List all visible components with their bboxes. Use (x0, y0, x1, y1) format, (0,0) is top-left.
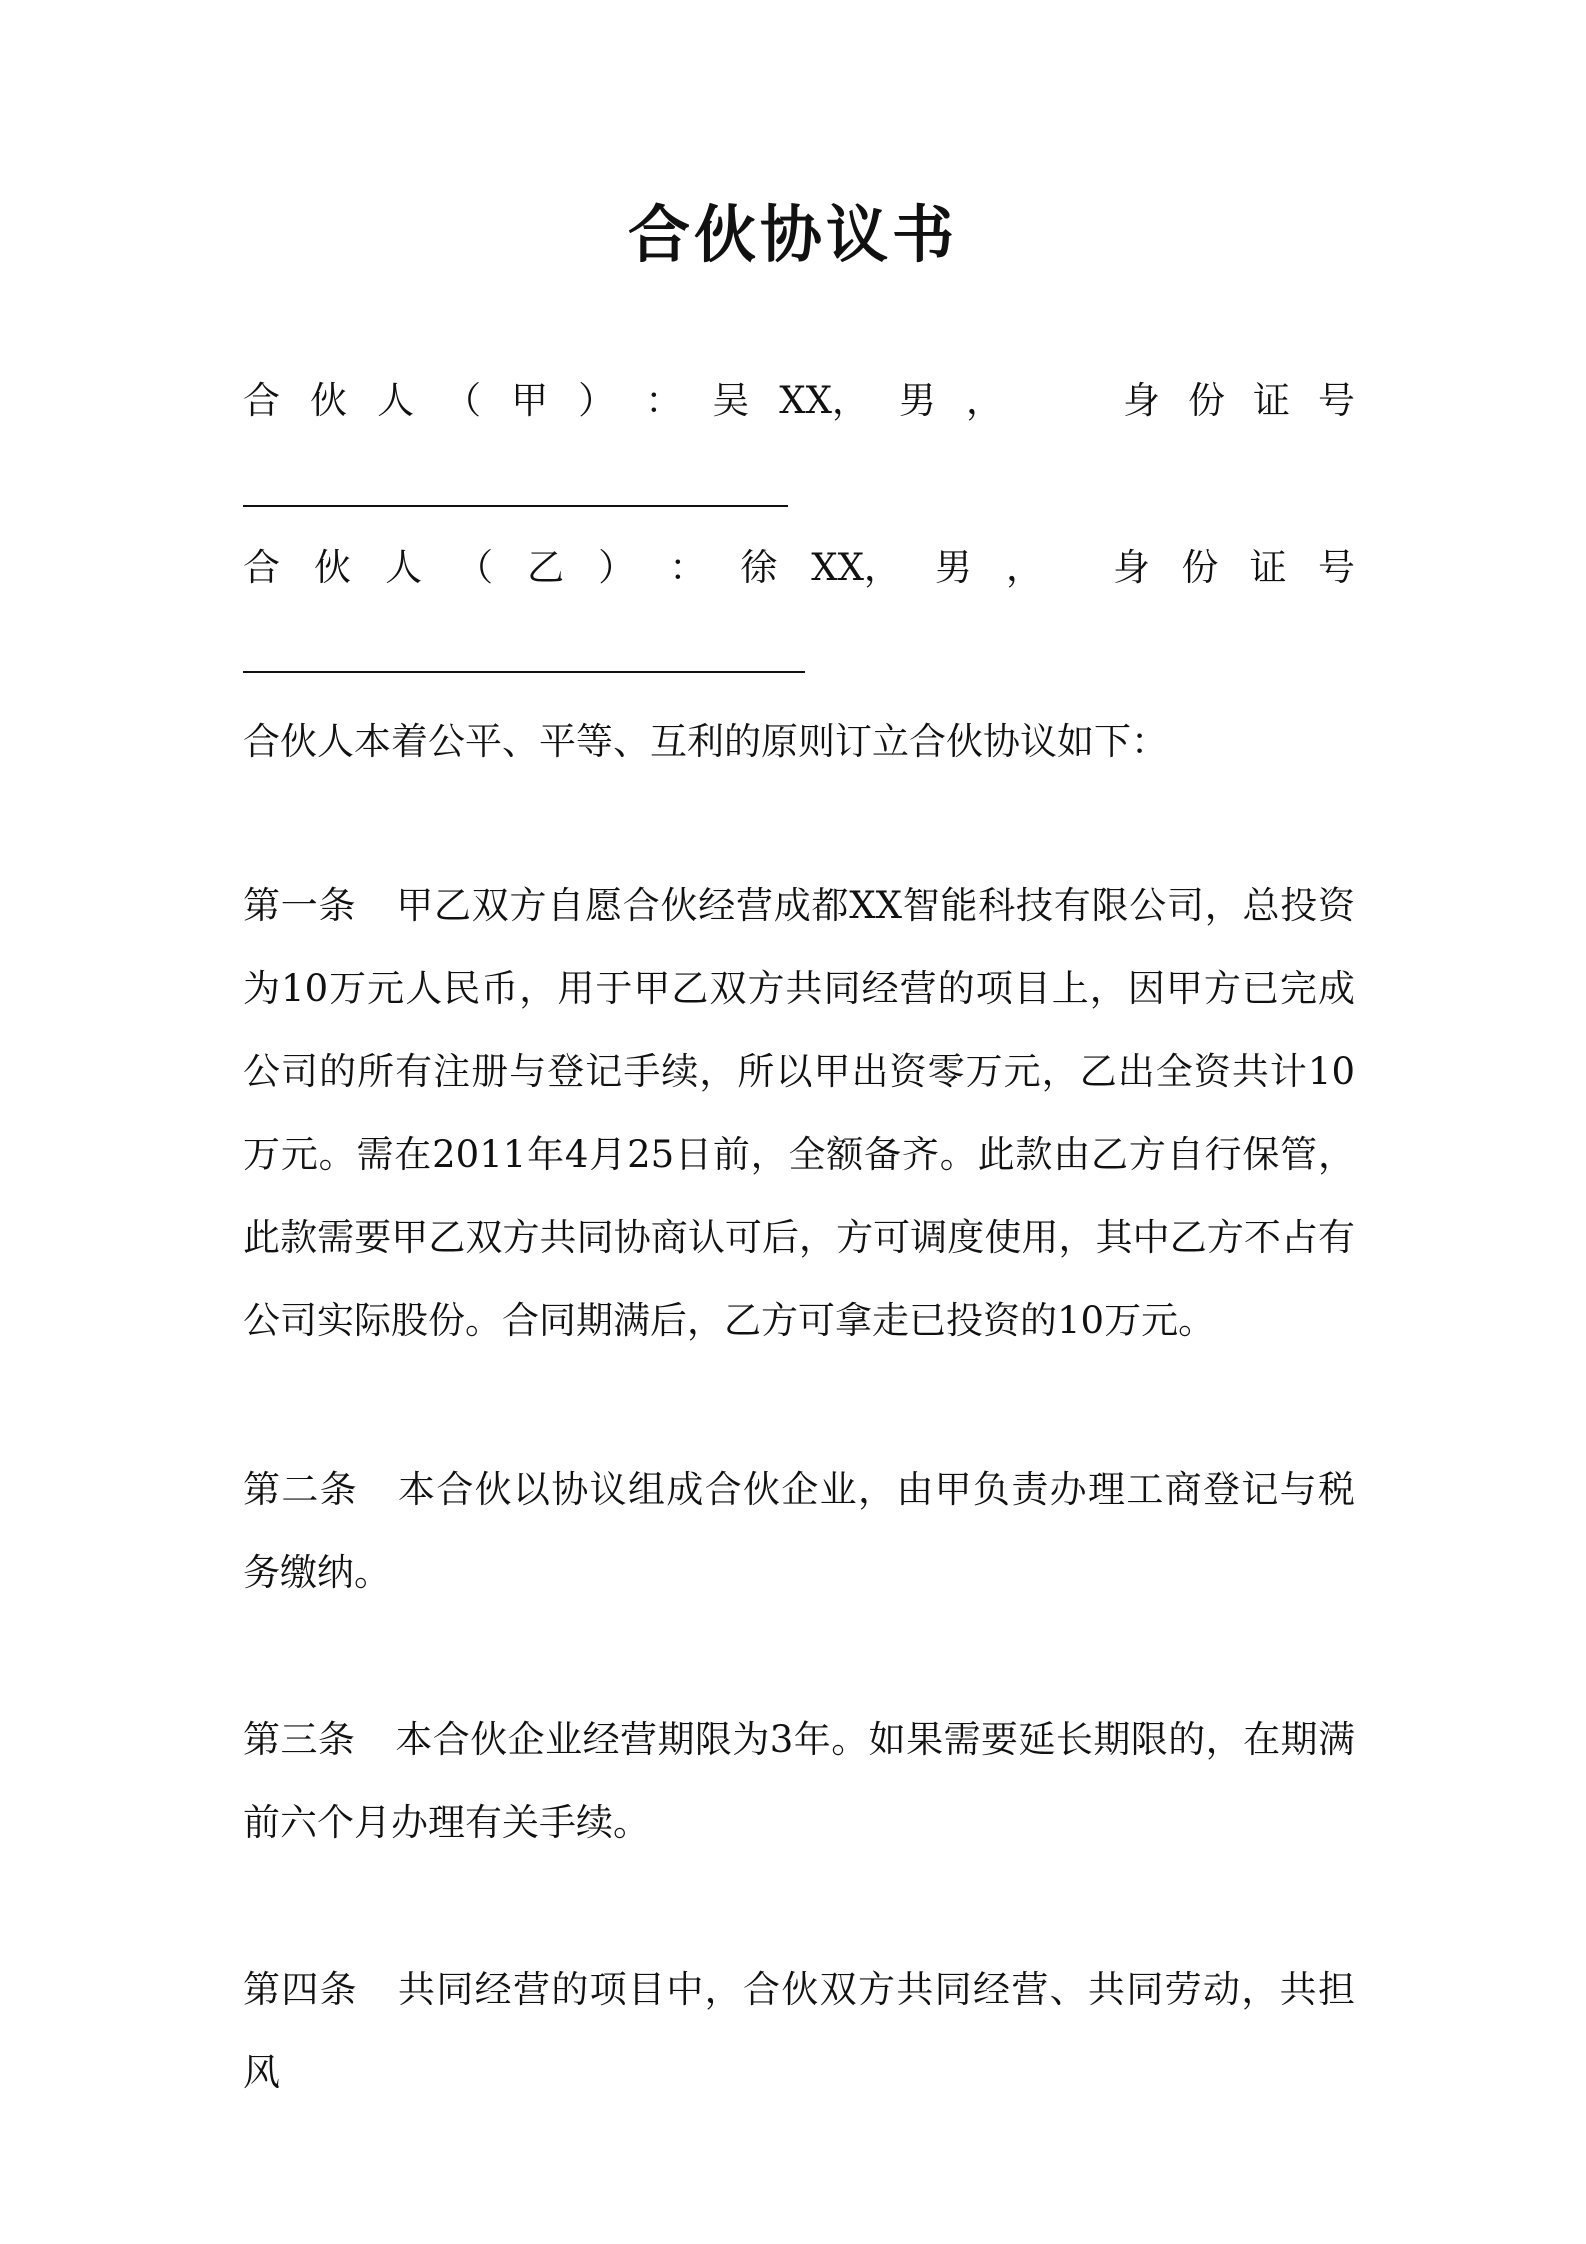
party-b-char: 伙 (314, 546, 352, 589)
party-b-id-blank (243, 671, 805, 673)
article-text: 本合伙以协议组成合伙企业，由甲负责办理工商登记与税务缴纳。 (243, 1468, 1355, 1594)
article-label: 第一条 (243, 884, 357, 927)
party-b-label (243, 542, 1043, 594)
party-b-id-label (1113, 542, 1355, 594)
party-a-char: 甲 (511, 379, 549, 422)
party-a-label (243, 375, 1003, 427)
party-b-id-char: 身 (1113, 546, 1150, 589)
party-b-char: 徐 (740, 546, 778, 589)
party-b-line (243, 542, 1355, 594)
party-a-id-char: 证 (1253, 379, 1290, 422)
party-b-char: ： (669, 546, 707, 589)
party-a-id-char: 份 (1188, 379, 1225, 422)
article-label: 第三条 (243, 1718, 356, 1761)
party-b-char: ， (1006, 546, 1043, 589)
article-text: 本合伙企业经营期限为3年。如果需要延长期限的，在期满前六个月办理有关手续。 (243, 1718, 1356, 1844)
party-a-id-label (1123, 375, 1355, 427)
party-b-char: 合 (243, 546, 280, 589)
party-b-char: 乙 (527, 546, 565, 589)
party-a-id-blank (243, 505, 788, 507)
party-a-char: ： (645, 379, 683, 422)
article-2 (243, 1448, 1355, 1614)
party-a-char: ， (966, 379, 1003, 422)
party-a-char: 男 (898, 379, 936, 422)
party-a-char: 伙 (310, 379, 348, 422)
party-b-char: 男 (934, 546, 972, 589)
party-a-char: ） (578, 379, 616, 422)
party-a-char: 吴 (712, 379, 750, 422)
article-text: 共同经营的项目中，合伙双方共同经营、共同劳动，共担风 (243, 1968, 1355, 2094)
article-4 (243, 1948, 1355, 2114)
party-a-char: 合 (243, 379, 280, 422)
party-b-char: 人 (385, 546, 423, 589)
party-b-char: （ (456, 546, 494, 589)
intro-paragraph: 合伙人本着公平、平等、互利的原则订立合伙协议如下： (243, 720, 1168, 763)
party-a-line (243, 375, 1355, 427)
party-b-id-char: 号 (1317, 546, 1355, 589)
party-a-char: XX， (779, 379, 869, 422)
article-label: 第四条 (243, 1968, 358, 2011)
party-b-id-char: 份 (1181, 546, 1219, 589)
document-title: 合伙协议书 (627, 198, 958, 271)
party-b-id-char: 证 (1249, 546, 1287, 589)
party-a-char: 人 (377, 379, 415, 422)
party-a-id-char: 身 (1123, 379, 1160, 422)
party-b-char: XX， (811, 546, 901, 589)
article-text: 甲乙双方自愿合伙经营成都XX智能科技有限公司，总投资为10万元人民币，用于甲乙双方共同经营的项目上，因甲方已完成公司的所有注册与登记手续，所以甲出资零万元，乙出全资共计10万元。需在2011年4月25日前，全额备齐。此款由乙方自行保管，此款需要甲乙双方共同协商认可后，方可调度使用，其中乙方不占有公司实际股份。合同期满后，乙方可拿走已投资的10万元。 (243, 884, 1356, 1342)
article-3 (243, 1698, 1355, 1864)
party-b-char: ） (598, 546, 636, 589)
article-label: 第二条 (243, 1468, 358, 1511)
party-a-char: （ (444, 379, 482, 422)
article-1 (243, 864, 1355, 1362)
party-a-id-char: 号 (1318, 379, 1355, 422)
